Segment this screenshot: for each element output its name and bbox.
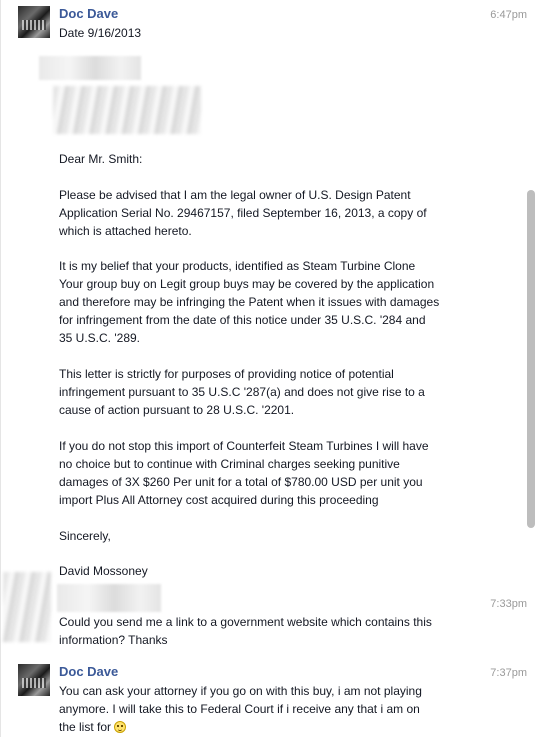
message-line: If you do not stop this import of Counterfeit Steam Turbines I will have [59, 439, 429, 453]
message-line: infringement pursuant to 35 U.S.C '287(a) and does not give rise to a [59, 385, 425, 399]
redacted-block [53, 86, 201, 134]
message-line: Dear Mr. Smith: [59, 152, 143, 166]
message-text: the list for [59, 720, 112, 734]
message-line: David Mossoney [59, 564, 148, 578]
message-line: anymore. I will take this to Federal Court if i receive any that i am on [59, 702, 420, 716]
message-line: for infringement from the date of this notice under 35 U.S.C. '284 and [59, 313, 426, 327]
sender-name[interactable]: Doc Dave [59, 664, 119, 679]
message-timestamp: 7:33pm [490, 598, 527, 610]
message-timestamp: 7:37pm [490, 667, 527, 679]
message-line: Could you send me a link to a government website which contains this [59, 615, 432, 629]
avatar[interactable] [3, 572, 51, 642]
message-timestamp: 6:47pm [490, 9, 527, 21]
message-line: Application Serial No. 29467157, filed September 16, 2013, a copy of [59, 206, 427, 220]
message-line: Sincerely, [59, 529, 111, 543]
message-line: You can ask your attorney if you go on with this buy, i am not playing [59, 684, 422, 698]
avatar[interactable] [18, 664, 50, 696]
scrollbar-thumb[interactable] [527, 190, 535, 528]
message-line: damages of 3X $260 Per unit for a total of $780.00 USD per unit you [59, 475, 423, 489]
redacted-block [39, 56, 141, 80]
message-line: 35 U.S.C. '289. [59, 331, 140, 345]
message-line: Date 9/16/2013 [59, 26, 142, 40]
sender-name[interactable]: Doc Dave [59, 6, 119, 21]
message-line: information? Thanks [59, 633, 168, 647]
message-line: which is attached hereto. [59, 224, 192, 238]
message-line: This letter is strictly for purposes of providing notice of potential [59, 367, 394, 381]
message-line: It is my belief that your products, identified as Steam Turbine Clone [59, 259, 416, 273]
message-line: and therefore may be infringing the Patent when it issues with damages [59, 295, 440, 309]
smiley-icon [114, 721, 126, 733]
sender-name[interactable] [57, 584, 161, 612]
message-line: Please be advised that I am the legal owner of U.S. Design Patent [59, 188, 411, 202]
message-line [59, 718, 126, 736]
message-line: no choice but to continue with Criminal charges seeking punitive [59, 457, 400, 471]
message-line: import Plus All Attorney cost acquired during this proceeding [59, 493, 379, 507]
message-line: Your group buy on Legit group buys may be covered by the application [59, 277, 435, 291]
avatar[interactable] [18, 6, 50, 38]
message-line: cause of action pursuant to 28 U.S.C. '2201. [59, 403, 295, 417]
